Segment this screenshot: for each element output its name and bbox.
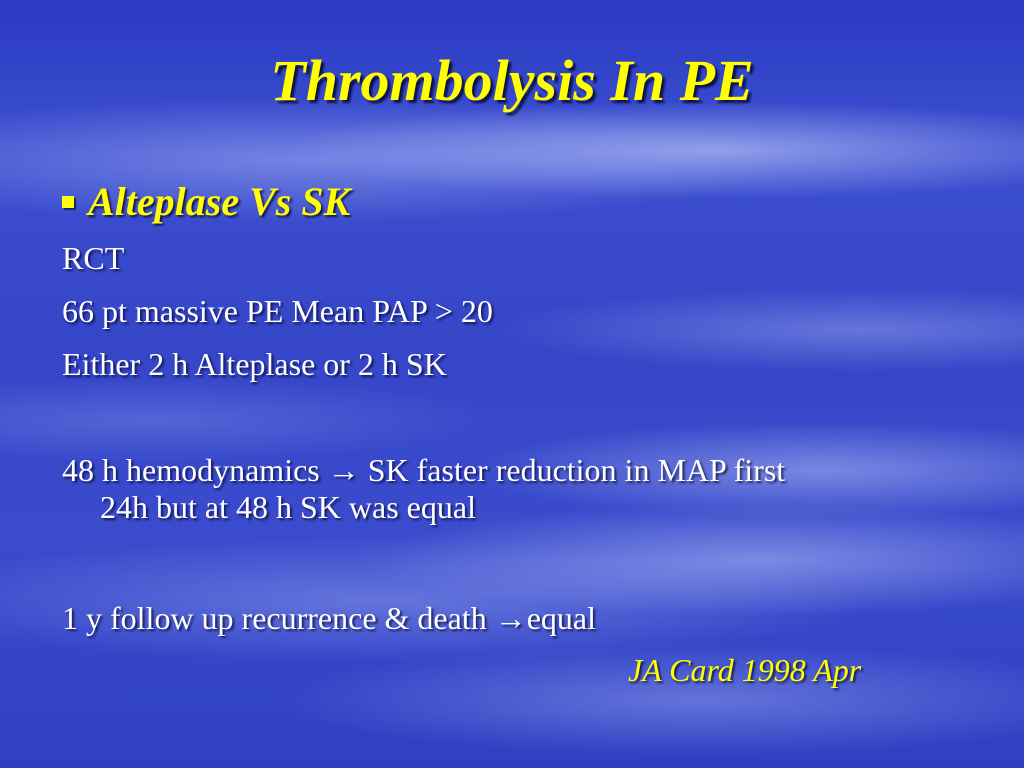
line-rct: RCT: [62, 240, 125, 276]
line-hemodynamics: [62, 452, 785, 526]
line-patients: 66 pt massive PE Mean PAP > 20: [62, 293, 493, 329]
bullet-heading: Alteplase Vs SK: [88, 179, 351, 224]
line-follow-up: [62, 600, 596, 637]
line-treatment-arms: Either 2 h Alteplase or 2 h SK: [62, 346, 447, 382]
citation: JA Card 1998 Apr: [628, 652, 862, 688]
follow-up-text-end: equal: [526, 600, 597, 636]
hemodynamics-text-start: 48 h hemodynamics: [62, 452, 328, 488]
slide-title: Thrombolysis In PE: [270, 48, 754, 113]
right-arrow-icon: →: [327, 452, 360, 488]
follow-up-text-start: 1 y follow up recurrence & death: [62, 600, 495, 636]
right-arrow-icon: →: [494, 600, 527, 636]
hemodynamics-text-continued: 24h but at 48 h SK was equal: [100, 489, 476, 525]
square-bullet-icon: [62, 196, 74, 208]
hemodynamics-text-end: SK faster reduction in MAP first: [359, 452, 786, 488]
bullet-item: [62, 178, 350, 225]
